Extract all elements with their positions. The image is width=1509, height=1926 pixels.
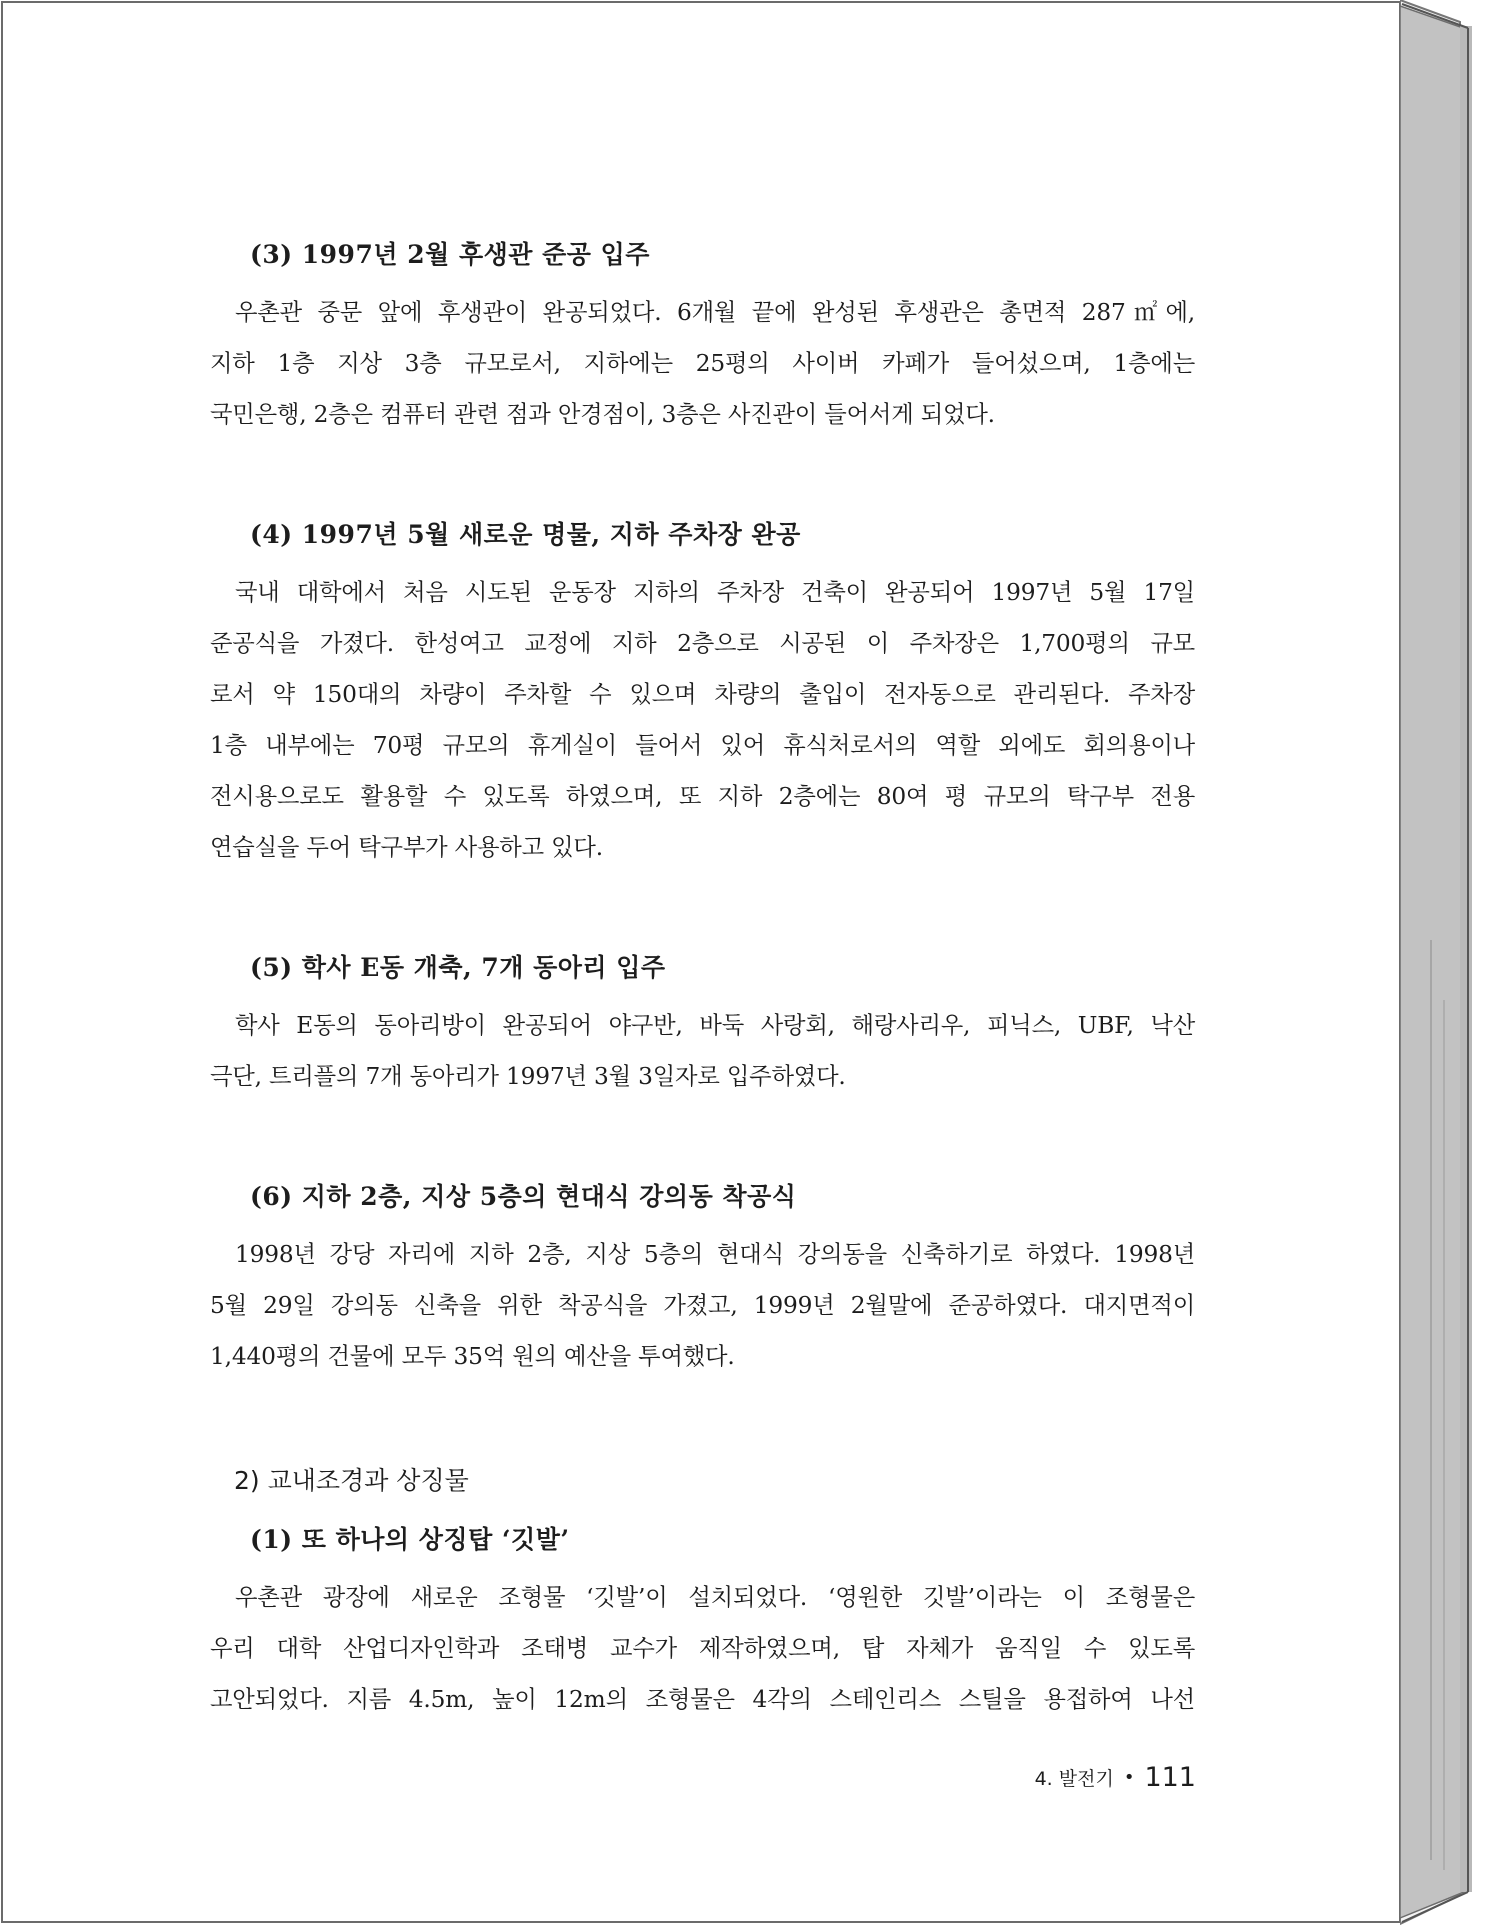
text-line: 우촌관 중문 앞에 후생관이 완공되었다. 6개월 끝에 완성된 후생관은 총면적 287㎡에, <box>235 299 1195 326</box>
section-paragraph-5 <box>210 1000 1195 1102</box>
text-line: 1층 내부에는 70평 규모의 휴게실이 들어서 있어 휴식처로서의 역할 외에도 회의용이나 <box>210 732 1195 759</box>
text-line: 5월 29일 강의동 신축을 위한 착공식을 가졌고, 1999년 2월말에 준공하였다. 대지면적이 <box>210 1292 1195 1319</box>
text-line: 우촌관 광장에 새로운 조형물 ‘깃발’이 설치되었다. ‘영원한 깃발’이라는 이 조형물은 <box>235 1584 1195 1611</box>
page-number: 111 <box>1144 1761 1196 1793</box>
subchapter-heading: 2) 교내조경과 상징물 <box>234 1466 469 1495</box>
text-line: 로서 약 150대의 차량이 주차할 수 있으며 차량의 출입이 전자동으로 관리된다. 주차장 <box>210 681 1195 708</box>
section-paragraph-4 <box>210 567 1195 873</box>
text-line: 지하 1층 지상 3층 규모로서, 지하에는 25평의 사이버 카페가 들어섰으며, 1층에는 <box>210 350 1195 377</box>
section-paragraph-6 <box>210 1229 1195 1382</box>
section-heading-6: (6) 지하 2층, 지상 5층의 현대식 강의동 착공식 <box>250 1182 797 1211</box>
text-line: 1,440평의 건물에 모두 35억 원의 예산을 투여했다. <box>210 1343 735 1370</box>
text-line: 국민은행, 2층은 컴퓨터 관련 점과 안경점이, 3층은 사진관이 들어서게 되었다. <box>210 401 995 428</box>
text-line: 극단, 트리플의 7개 동아리가 1997년 3월 3일자로 입주하였다. <box>210 1063 846 1090</box>
section-heading-5: (5) 학사 E동 개축, 7개 동아리 입주 <box>250 953 666 982</box>
text-line: 1998년 강당 자리에 지하 2층, 지상 5층의 현대식 강의동을 신축하기로 하였다. 1998년 <box>235 1241 1195 1268</box>
page-footer <box>1030 1757 1196 1797</box>
section-paragraph-1 <box>210 1572 1195 1725</box>
text-line: 전시용으로도 활용할 수 있도록 하였으며, 또 지하 2층에는 80여 평 규모의 탁구부 전용 <box>210 783 1195 810</box>
text-line: 국내 대학에서 처음 시도된 운동장 지하의 주차장 건축이 완공되어 1997년 5월 17일 <box>235 579 1195 606</box>
bullet-separator: • <box>1123 1766 1135 1788</box>
book-edge-pages <box>1400 0 1509 1926</box>
text-line: 학사 E동의 동아리방이 완공되어 야구반, 바둑 사랑회, 해랑사리우, 피닉스, UBF, 낙산 <box>235 1012 1195 1039</box>
chapter-label: 4. 발전기 <box>1034 1767 1114 1790</box>
text-line: 연습실을 두어 탁구부가 사용하고 있다. <box>210 834 603 861</box>
section-heading-4: (4) 1997년 5월 새로운 명물, 지하 주차장 완공 <box>250 520 801 549</box>
section-heading-3: (3) 1997년 2월 후생관 준공 입주 <box>250 240 650 269</box>
text-line: 고안되었다. 지름 4.5m, 높이 12m의 조형물은 4각의 스테인리스 스틸을 용접하여 나선 <box>210 1686 1195 1713</box>
section-paragraph-3 <box>210 287 1195 440</box>
text-line: 준공식을 가졌다. 한성여고 교정에 지하 2층으로 시공된 이 주차장은 1,700평의 규모 <box>210 630 1195 657</box>
page-content <box>210 238 1195 1725</box>
text-line: 우리 대학 산업디자인학과 조태병 교수가 제작하였으며, 탑 자체가 움직일 수 있도록 <box>210 1635 1195 1662</box>
section-heading-1: (1) 또 하나의 상징탑 ‘깃발’ <box>250 1525 570 1554</box>
